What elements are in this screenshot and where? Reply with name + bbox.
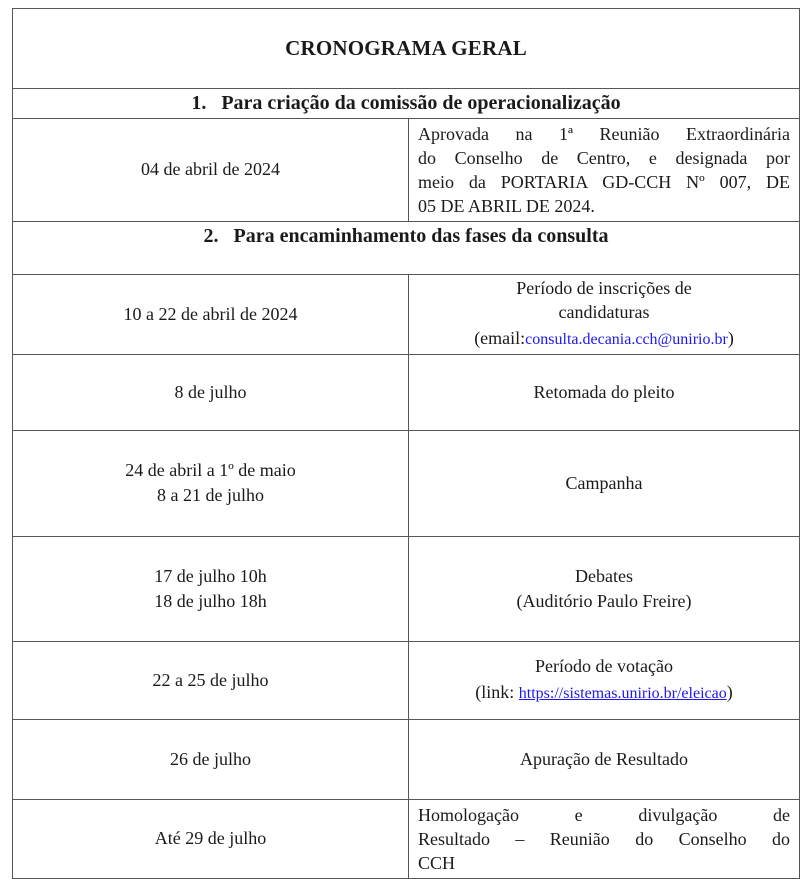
date-cell: 26 de julho [13, 719, 409, 799]
description-line: Homologação e divulgação de [418, 804, 791, 825]
description-cell: Apuração de Resultado [409, 719, 800, 799]
page-title: CRONOGRAMA GERAL [13, 9, 800, 89]
description-cell [409, 536, 800, 641]
description-line: Resultado – Reunião do Conselho do [418, 828, 791, 849]
date-cell: 8 de julho [13, 354, 409, 430]
link-prefix: (link: [475, 682, 519, 703]
date-line: 18 de julho 18h [154, 590, 267, 611]
email-link[interactable]: consulta.decania.cch@unirio.br [525, 330, 728, 348]
description-line: Debates [575, 565, 633, 586]
table-row-comissao [13, 119, 800, 222]
description-line: (Auditório Paulo Freire) [516, 590, 692, 611]
description-line: 05 DE ABRIL DE 2024. [418, 195, 595, 216]
table-row-homologacao [13, 799, 800, 878]
description-line: Período de inscrições de [516, 278, 692, 299]
description-line: meio da PORTARIA GD-CCH Nº 007, DE [418, 171, 791, 192]
table-row-campanha [13, 430, 800, 536]
table-row-inscricoes [13, 274, 800, 354]
link-prefix: (email: [474, 327, 526, 348]
description-line: CCH [418, 852, 456, 873]
description-cell: Retomada do pleito [409, 354, 800, 430]
description-cell [409, 799, 800, 878]
cronograma-table [12, 8, 800, 879]
description-line: do Conselho de Centro, e designada por [418, 147, 791, 168]
voting-link[interactable]: https://sistemas.unirio.br/eleicao [518, 685, 727, 703]
email-line [418, 325, 790, 351]
date-cell: Até 29 de julho [13, 799, 409, 878]
link-suffix: ) [726, 682, 733, 703]
table-row-apuracao [13, 719, 800, 799]
description-line: Período de votação [535, 656, 673, 677]
title-row [13, 9, 800, 89]
date-line: 17 de julho 10h [154, 565, 267, 586]
date-line: 24 de abril a 1º de maio [125, 460, 296, 481]
table-row-debates [13, 536, 800, 641]
section-2-heading-row [13, 221, 800, 274]
voting-link-line [418, 679, 790, 705]
description-cell [409, 274, 800, 354]
section-1-heading-row [13, 89, 800, 119]
link-suffix: ) [727, 327, 734, 348]
description-line: Aprovada na 1ª Reunião Extraordinária [418, 124, 791, 144]
section-1-heading: 1. Para criação da comissão de operacionalização [13, 89, 800, 119]
date-cell: 10 a 22 de abril de 2024 [13, 274, 409, 354]
date-cell [13, 430, 409, 536]
table-row-votacao [13, 641, 800, 719]
date-cell: 04 de abril de 2024 [13, 119, 409, 222]
date-cell [13, 536, 409, 641]
table-row-retomada [13, 354, 800, 430]
description-cell [409, 641, 800, 719]
description-line: candidaturas [558, 302, 650, 323]
description-cell [409, 119, 800, 222]
date-cell: 22 a 25 de julho [13, 641, 409, 719]
section-2-heading: 2. Para encaminhamento das fases da consulta [13, 221, 800, 274]
description-cell: Campanha [409, 430, 800, 536]
date-line: 8 a 21 de julho [157, 485, 264, 506]
